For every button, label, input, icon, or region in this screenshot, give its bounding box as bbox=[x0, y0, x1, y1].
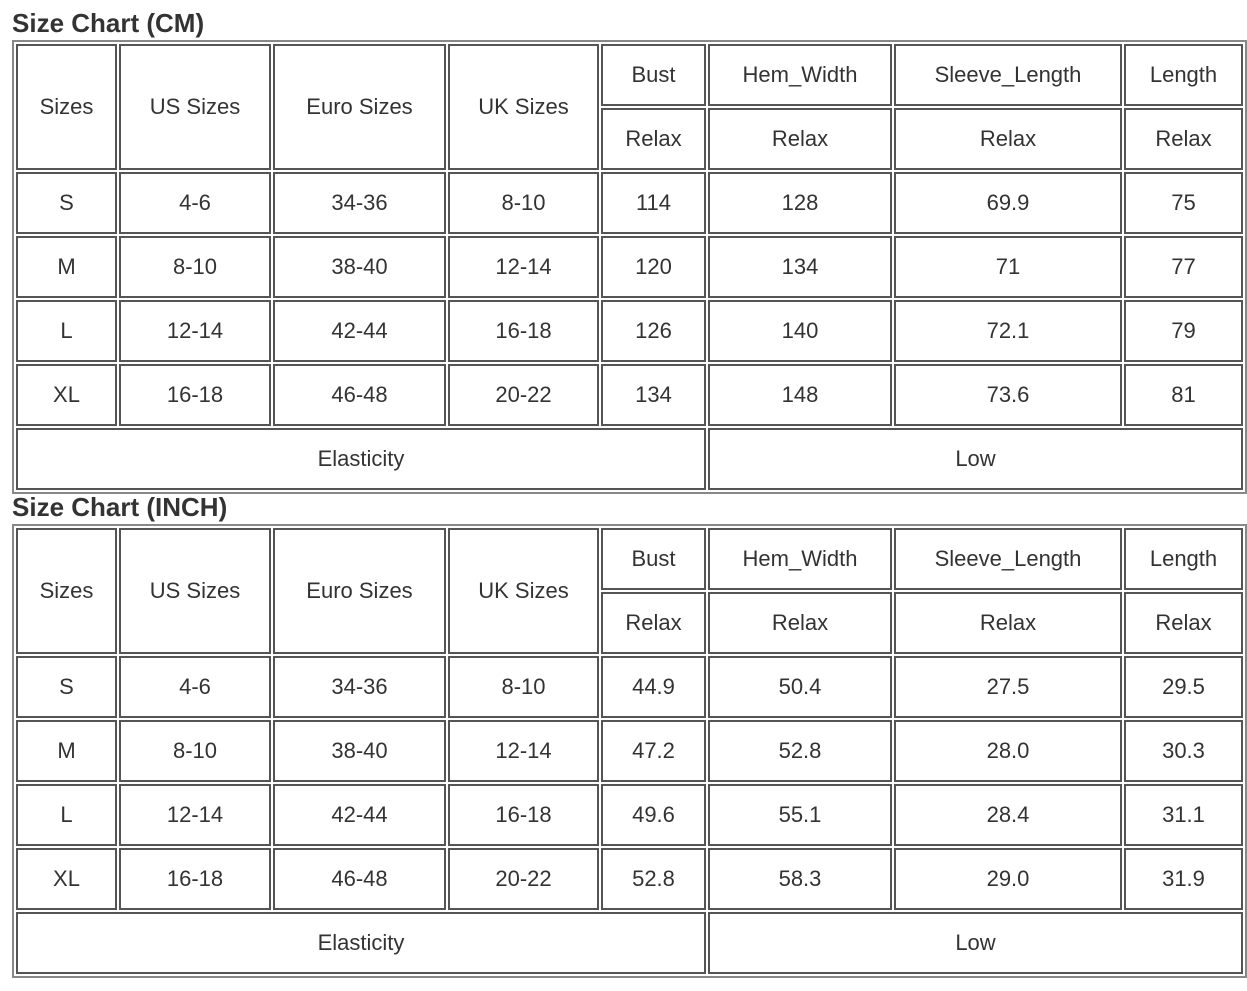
header-sleeve-length: Sleeve_Length bbox=[894, 44, 1122, 106]
table-cell: 12-14 bbox=[119, 784, 271, 846]
subheader-relax: Relax bbox=[894, 108, 1122, 170]
table-cell: 42-44 bbox=[273, 300, 446, 362]
size-chart-inch-table bbox=[12, 524, 1247, 978]
header-row bbox=[16, 528, 1243, 590]
table-cell: 55.1 bbox=[708, 784, 892, 846]
elasticity-value: Low bbox=[708, 428, 1243, 490]
table-cell: 52.8 bbox=[708, 720, 892, 782]
table-cell: 44.9 bbox=[601, 656, 706, 718]
table-cell: 38-40 bbox=[273, 236, 446, 298]
table-cell: 8-10 bbox=[448, 172, 599, 234]
header-bust: Bust bbox=[601, 44, 706, 106]
subheader-relax: Relax bbox=[1124, 592, 1243, 654]
table-cell: 134 bbox=[708, 236, 892, 298]
table-cell: 72.1 bbox=[894, 300, 1122, 362]
table-cell: 30.3 bbox=[1124, 720, 1243, 782]
table-row bbox=[16, 848, 1243, 910]
header-sizes: Sizes bbox=[16, 44, 117, 170]
table-cell: 27.5 bbox=[894, 656, 1122, 718]
table-cell: 20-22 bbox=[448, 848, 599, 910]
table-cell: 73.6 bbox=[894, 364, 1122, 426]
table-cell: 16-18 bbox=[448, 784, 599, 846]
header-uk-sizes: UK Sizes bbox=[448, 44, 599, 170]
header-sleeve-length: Sleeve_Length bbox=[894, 528, 1122, 590]
subheader-relax: Relax bbox=[708, 108, 892, 170]
table-cell: 8-10 bbox=[448, 656, 599, 718]
table-cell: 58.3 bbox=[708, 848, 892, 910]
table-cell: 128 bbox=[708, 172, 892, 234]
table-cell: 46-48 bbox=[273, 364, 446, 426]
table-cell: S bbox=[16, 656, 117, 718]
header-euro-sizes: Euro Sizes bbox=[273, 44, 446, 170]
table-cell: 42-44 bbox=[273, 784, 446, 846]
table-cell: 28.0 bbox=[894, 720, 1122, 782]
header-length: Length bbox=[1124, 528, 1243, 590]
table-cell: 16-18 bbox=[119, 364, 271, 426]
size-chart-cm-title: Size Chart (CM) bbox=[12, 8, 205, 38]
header-length: Length bbox=[1124, 44, 1243, 106]
table-cell: 16-18 bbox=[119, 848, 271, 910]
table-cell: 52.8 bbox=[601, 848, 706, 910]
table-cell: 77 bbox=[1124, 236, 1243, 298]
table-cell: 8-10 bbox=[119, 720, 271, 782]
table-cell: 4-6 bbox=[119, 656, 271, 718]
table-row bbox=[16, 236, 1243, 298]
table-cell: 31.1 bbox=[1124, 784, 1243, 846]
table-cell: 29.0 bbox=[894, 848, 1122, 910]
table-cell: L bbox=[16, 300, 117, 362]
header-euro-sizes: Euro Sizes bbox=[273, 528, 446, 654]
table-cell: 20-22 bbox=[448, 364, 599, 426]
table-cell: 114 bbox=[601, 172, 706, 234]
table-cell: S bbox=[16, 172, 117, 234]
table-cell: XL bbox=[16, 364, 117, 426]
table-cell: 81 bbox=[1124, 364, 1243, 426]
elasticity-row bbox=[16, 428, 1243, 490]
table-cell: 47.2 bbox=[601, 720, 706, 782]
table-cell: 126 bbox=[601, 300, 706, 362]
table-cell: 120 bbox=[601, 236, 706, 298]
table-row bbox=[16, 364, 1243, 426]
table-cell: L bbox=[16, 784, 117, 846]
table-cell: 28.4 bbox=[894, 784, 1122, 846]
header-row bbox=[16, 44, 1243, 106]
size-chart-cm-table bbox=[12, 40, 1247, 494]
table-cell: 12-14 bbox=[448, 236, 599, 298]
size-chart-inch-title: Size Chart (INCH) bbox=[12, 492, 228, 522]
subheader-relax: Relax bbox=[1124, 108, 1243, 170]
subheader-relax: Relax bbox=[601, 592, 706, 654]
header-bust: Bust bbox=[601, 528, 706, 590]
elasticity-value: Low bbox=[708, 912, 1243, 974]
table-cell: 148 bbox=[708, 364, 892, 426]
header-hem-width: Hem_Width bbox=[708, 44, 892, 106]
table-row bbox=[16, 784, 1243, 846]
table-cell: 31.9 bbox=[1124, 848, 1243, 910]
subheader-relax: Relax bbox=[894, 592, 1122, 654]
table-row bbox=[16, 720, 1243, 782]
table-cell: 8-10 bbox=[119, 236, 271, 298]
table-cell: 79 bbox=[1124, 300, 1243, 362]
header-uk-sizes: UK Sizes bbox=[448, 528, 599, 654]
table-cell: 140 bbox=[708, 300, 892, 362]
header-us-sizes: US Sizes bbox=[119, 528, 271, 654]
table-cell: 29.5 bbox=[1124, 656, 1243, 718]
table-cell: 4-6 bbox=[119, 172, 271, 234]
elasticity-label: Elasticity bbox=[16, 428, 706, 490]
table-cell: 134 bbox=[601, 364, 706, 426]
table-cell: 34-36 bbox=[273, 172, 446, 234]
table-cell: 50.4 bbox=[708, 656, 892, 718]
table-row bbox=[16, 172, 1243, 234]
table-cell: 38-40 bbox=[273, 720, 446, 782]
table-cell: 69.9 bbox=[894, 172, 1122, 234]
table-cell: 16-18 bbox=[448, 300, 599, 362]
table-row bbox=[16, 300, 1243, 362]
table-cell: 46-48 bbox=[273, 848, 446, 910]
table-cell: M bbox=[16, 236, 117, 298]
table-cell: XL bbox=[16, 848, 117, 910]
table-cell: 34-36 bbox=[273, 656, 446, 718]
table-cell: 75 bbox=[1124, 172, 1243, 234]
table-cell: M bbox=[16, 720, 117, 782]
elasticity-row bbox=[16, 912, 1243, 974]
header-sizes: Sizes bbox=[16, 528, 117, 654]
header-hem-width: Hem_Width bbox=[708, 528, 892, 590]
table-cell: 12-14 bbox=[448, 720, 599, 782]
table-row bbox=[16, 656, 1243, 718]
table-cell: 12-14 bbox=[119, 300, 271, 362]
elasticity-label: Elasticity bbox=[16, 912, 706, 974]
header-us-sizes: US Sizes bbox=[119, 44, 271, 170]
table-cell: 49.6 bbox=[601, 784, 706, 846]
subheader-relax: Relax bbox=[601, 108, 706, 170]
table-cell: 71 bbox=[894, 236, 1122, 298]
subheader-relax: Relax bbox=[708, 592, 892, 654]
